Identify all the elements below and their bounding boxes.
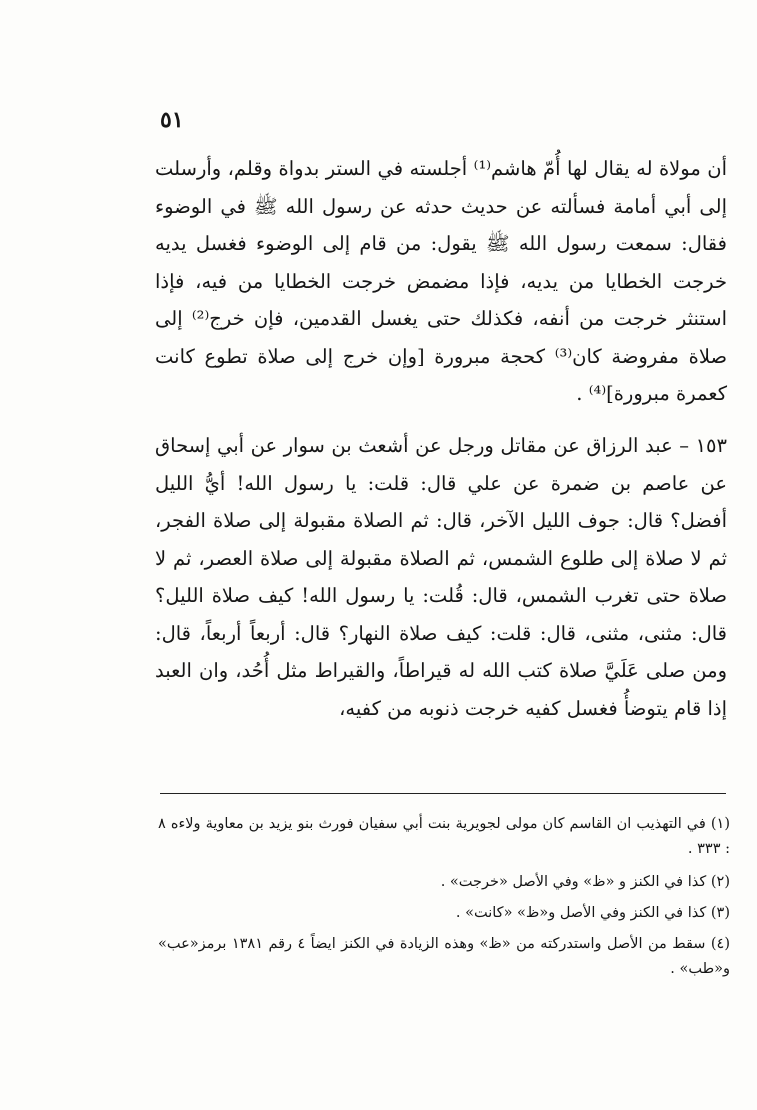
page-number: ٥١ [160,107,184,133]
footnote-4: (٤) سقط من الأصل واستدركته من «ظ» وهذه الزيادة في الكنز ايضاً ٤ رقم ١٣٨١ برمز«عب» و«طب» . [158,936,730,977]
main-paragraph-1: أن مولاة له يقال لها أُمّ هاشم⁽¹⁾ أجلسته في الستر بدواة وقلم، وأرسلت إلى أبي أمامة فسألته عن حديث حدثه عن رسول الله ﷺ في الوضوء فقال: سمعت رسول الله ﷺ يقول: من قام إلى الوضوء فغسل يديه خرجت الخطايا من يديه، فإذا مضمض خرجت الخطايا من فيه، فإذا استنثر خرجت من أنفه، فكذلك حتى يغسل القدمين، فإن خرج⁽²⁾ إلى صلاة مفروضة كان⁽³⁾ كحجة مبرورة [وإن خرج إلى صلاة تطوع كانت كعمرة مبرورة]⁽⁴⁾ . [155,157,728,405]
footnote-1: (١) في التهذيب ان القاسم كان مولى لجويرية بنت أبي سفيان فورث بنو يزيد بن معاوية ولاءه ٨ : ٣٣٣ . [158,816,730,857]
footnote-3: (٣) كذا في الكنز وفي الأصل و«ظ» «كانت» . [455,905,730,921]
footnotes-list [158,812,730,988]
footnote-divider [160,793,726,794]
main-paragraph-2: ١٥٣ – عبد الرزاق عن مقاتل ورجل عن أشعث بن سوار عن أبي إسحاق عن عاصم بن ضمرة عن علي قال: قلت: يا رسول الله! أيُّ الليل أفضل؟ قال: جوف الليل الآخر، قال: ثم الصلاة مقبولة إلى صلاة الفجر، ثم لا صلاة إلى طلوع الشمس، ثم الصلاة مقبولة إلى صلاة العصر، ثم لا صلاة حتى تغرب الشمس، قال: قُلت: يا رسول الله! كيف صلاة الليل؟ قال: مثنى، مثنى، قال: قلت: كيف صلاة النهار؟ قال: أربعاً أربعاً، قال: ومن صلى عَلَيَّ صلاة كتب الله له قيراطاً، والقيراط مثل أُحُد، وان العبد إذا قام يتوضأُ فغسل كفيه خرجت ذنوبه من كفيه، [155,434,727,720]
footnote-2: (٢) كذا في الكنز و «ظ» وفي الأصل «خرجت» . [440,874,730,890]
